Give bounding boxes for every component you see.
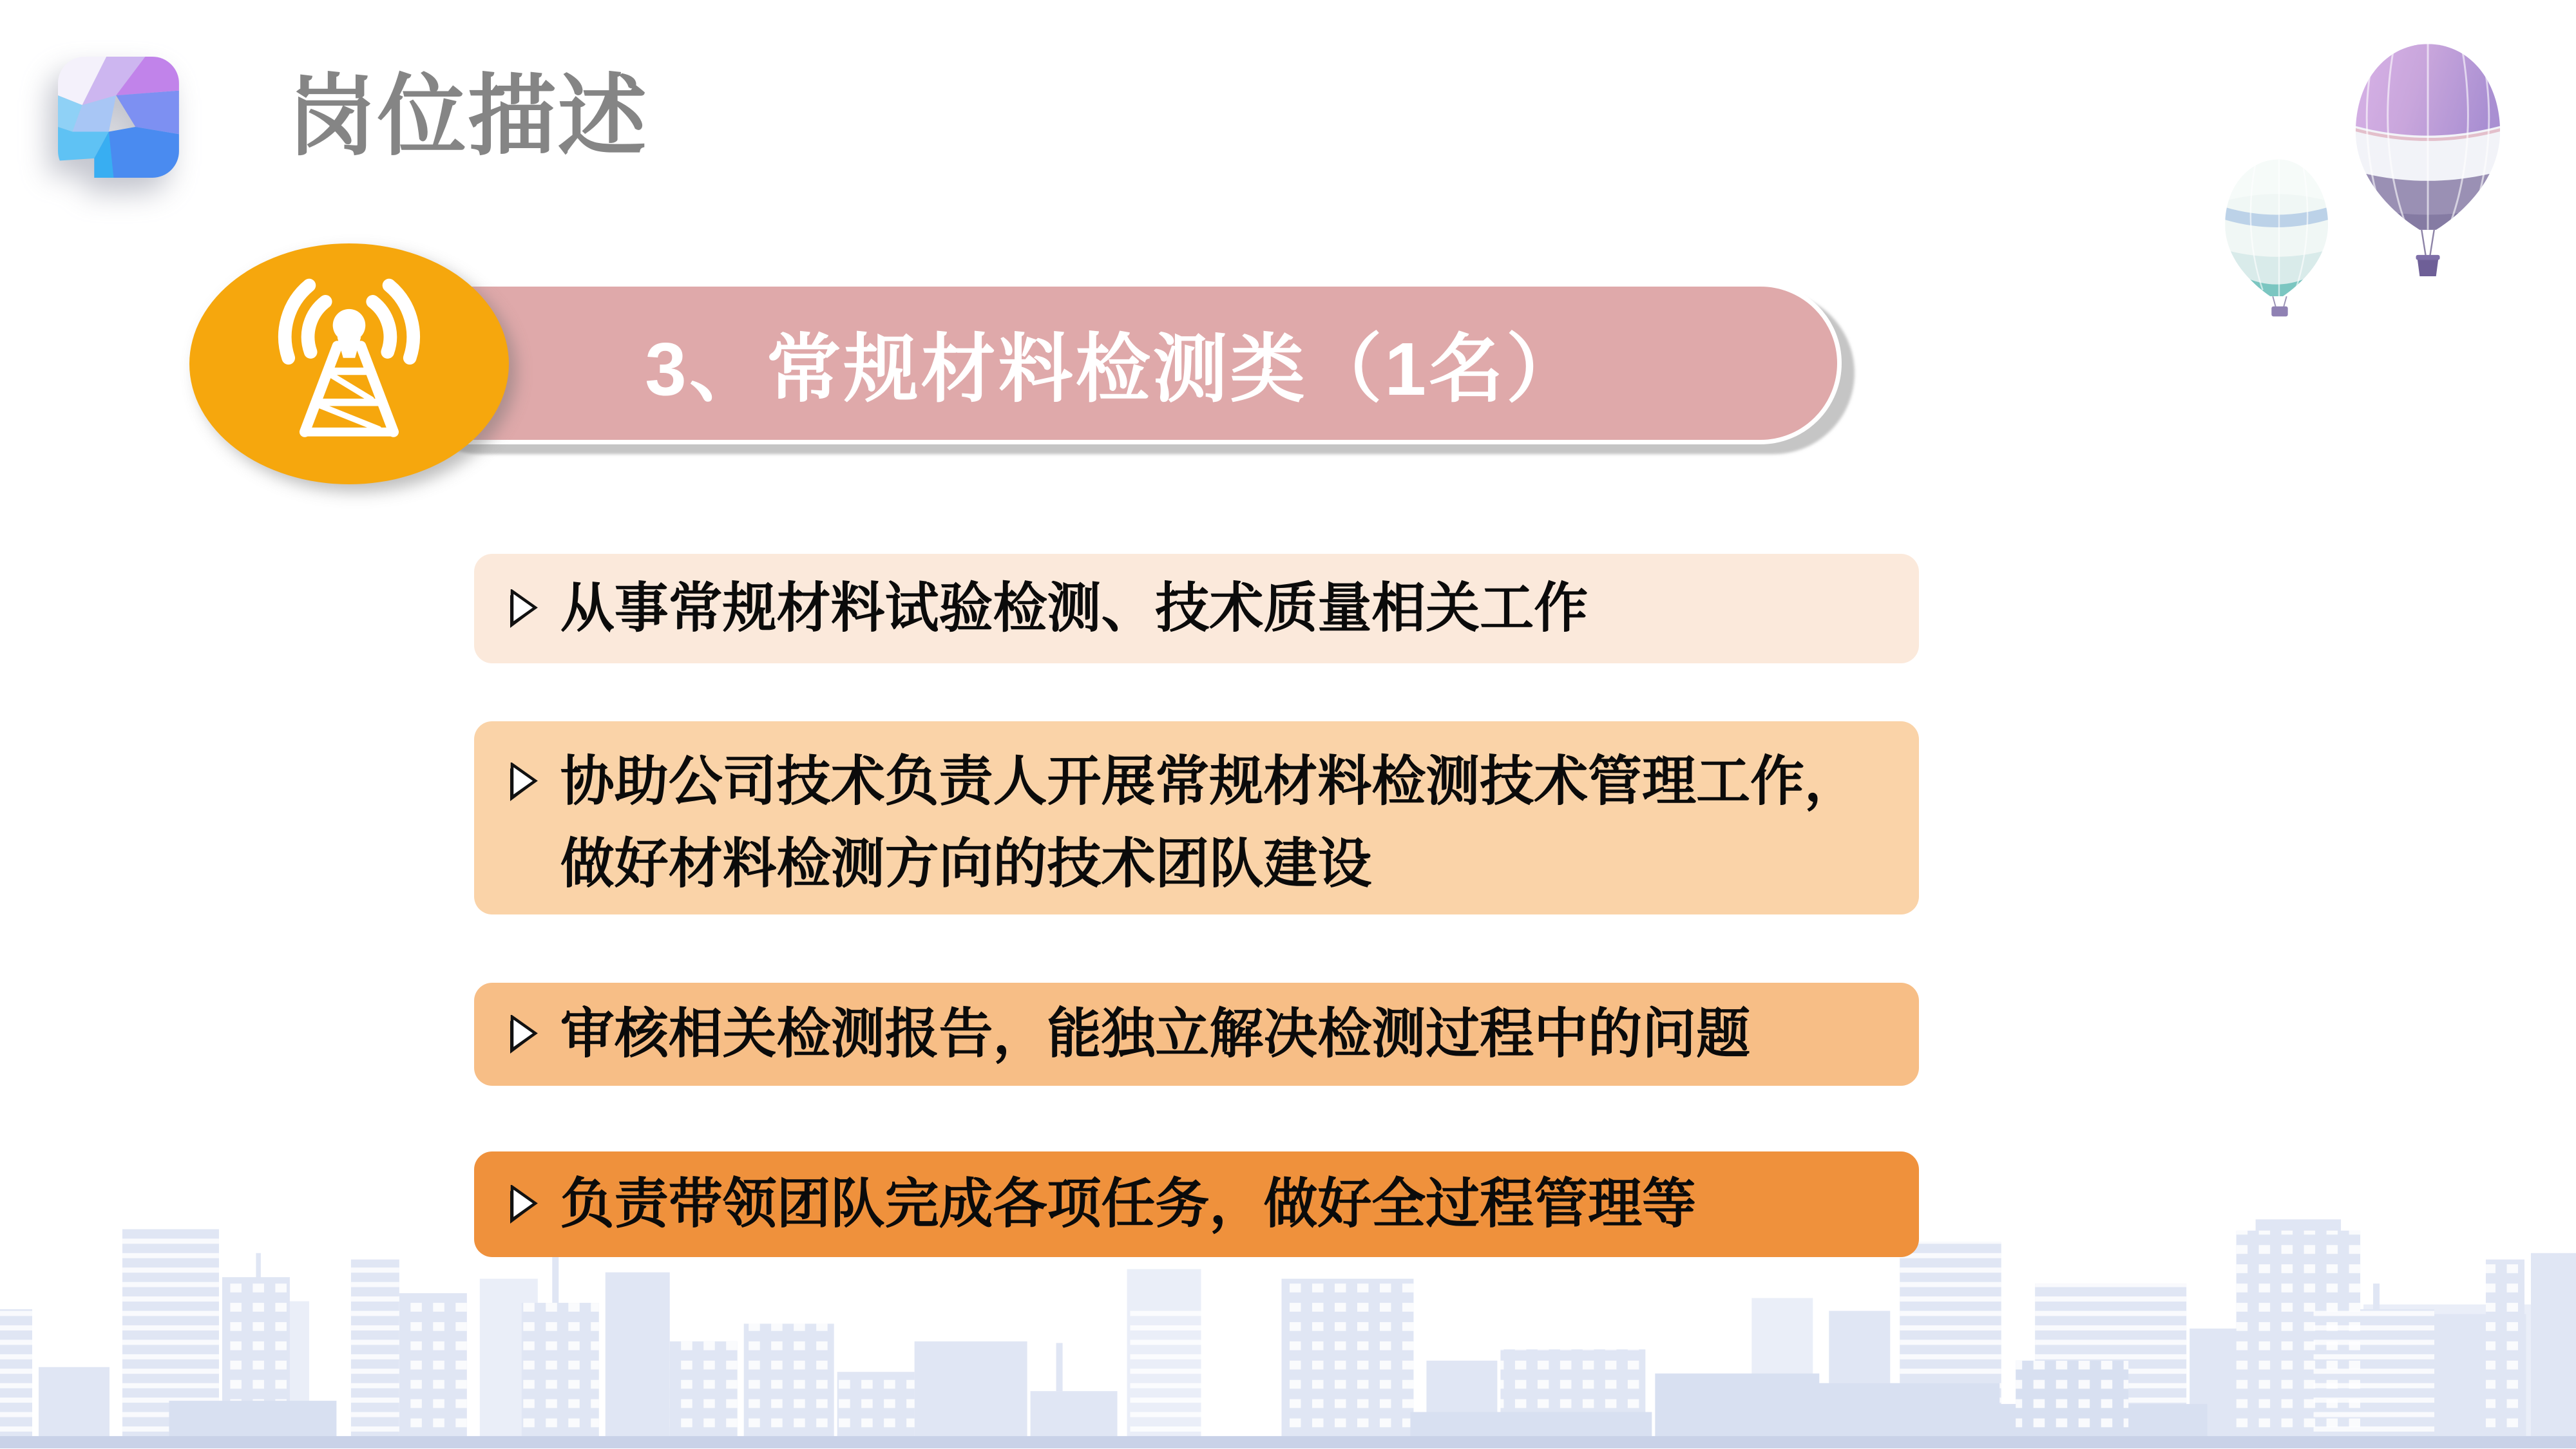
bullet-box — [474, 554, 1919, 663]
bullet-box — [474, 983, 1919, 1086]
banner-title: 3、常规材料检测类（1名） — [645, 327, 1583, 411]
arrow-bullet-icon — [509, 762, 539, 801]
hot-air-balloons-image — [2205, 36, 2506, 319]
arrow-bullet-icon — [509, 589, 539, 628]
bullet-box — [474, 721, 1919, 914]
banner-pill — [386, 282, 1842, 444]
header — [58, 57, 648, 178]
banner-circle — [189, 243, 509, 484]
bullet-text: 负责带领团队完成各项任务，做好全过程管理等 — [560, 1173, 1697, 1234]
bullet-box — [474, 1151, 1919, 1257]
arrow-bullet-icon — [509, 1185, 539, 1224]
balloon-large — [2349, 37, 2506, 276]
bullet-text: 协助公司技术负责人开展常规材料检测技术管理工作， 做好材料检测方向的技术团队建设 — [560, 750, 1859, 894]
bullet-text: 审核相关检测报告，能独立解决检测过程中的问题 — [560, 1003, 1751, 1064]
arrow-bullet-icon — [509, 1015, 539, 1054]
low-poly-app-icon — [58, 57, 179, 178]
page-title: 岗位描述 — [287, 66, 648, 166]
balloon-small — [2219, 153, 2334, 316]
bullet-text: 从事常规材料试验检测、技术质量相关工作 — [560, 577, 1589, 638]
broadcast-tower-icon — [260, 275, 438, 453]
